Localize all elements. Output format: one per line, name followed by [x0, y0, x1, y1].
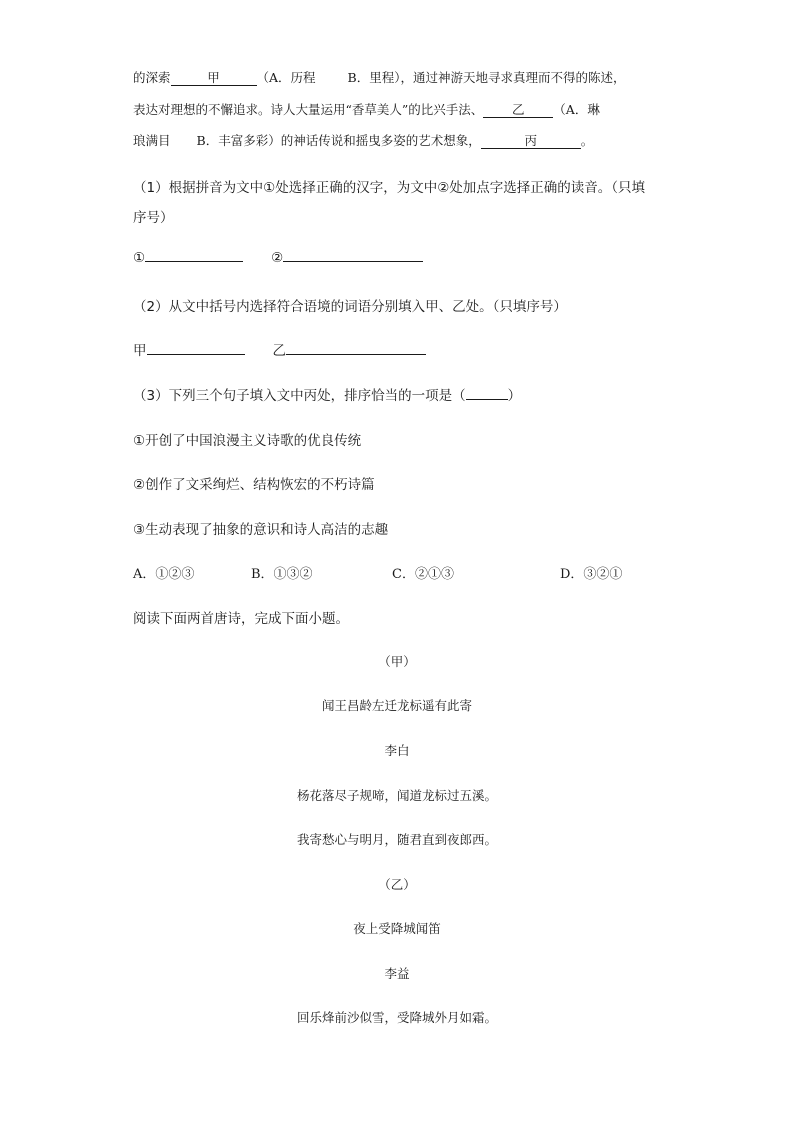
question-3-text: [133, 384, 521, 404]
poem-1-tag: （甲）: [378, 654, 416, 669]
passage-text: 表达对理想的不懈追求。诗人大量运用“香草美人”的比兴手法、: [133, 102, 484, 117]
poem-1-line-2: 我寄愁心与明月，随君直到夜郎西。: [296, 832, 497, 847]
answer-blank-1[interactable]: [145, 261, 243, 262]
passage-text: （A．历程: [256, 70, 316, 85]
sentence-2: ②创作了文采绚烂、结构恢宏的不朽诗篇: [133, 477, 375, 493]
passage-text: B．丰富多彩）的神话传说和摇曳多姿的艺术想象，: [196, 133, 481, 148]
passage-text: B．里程），通过神游天地寻求真理而不得的陈述，: [347, 70, 626, 85]
sentence-1: ①开创了中国浪漫主义诗歌的优良传统: [133, 433, 362, 449]
answer-blank-2[interactable]: [283, 261, 423, 262]
option-c[interactable]: C．②①③: [392, 567, 454, 582]
answer-label: 乙: [272, 343, 286, 359]
option-a[interactable]: A．①②③: [133, 567, 195, 582]
poem-1-line-1: 杨花落尽子规啼，闻道龙标过五溪。: [296, 788, 497, 803]
option-b[interactable]: B．①③②: [251, 567, 313, 582]
poem-2-author: 李益: [384, 966, 410, 981]
question-1-text-cont: 序号）: [133, 210, 174, 226]
question-3-stem: （3）下列三个句子填入文中丙处，排序恰当的一项是（: [133, 388, 466, 404]
question-1-text: （1）根据拼音为文中①处选择正确的汉字，为文中②处加点字选择正确的读音。（只填: [133, 180, 646, 196]
passage-text: 。: [580, 133, 594, 148]
passage-line-3: [133, 131, 593, 149]
option-d[interactable]: D．③②①: [560, 567, 623, 582]
question-1-answer-row: [133, 250, 423, 266]
answer-blank-jia[interactable]: [147, 354, 245, 355]
passage-line-1: [133, 68, 625, 86]
poem-2-line-1: 回乐烽前沙似雪，受降城外月如霜。: [296, 1010, 497, 1025]
question-2-text: （2）从文中括号内选择符合语境的词语分别填入甲、乙处。（只填序号）: [133, 299, 567, 315]
question-2-answer-row: [133, 339, 426, 359]
passage-line-2: [133, 100, 600, 118]
reading-intro: 阅读下面两首唐诗，完成下面小题。: [133, 611, 349, 627]
poem-1-author: 李白: [384, 743, 410, 758]
question-3-stem-end: ）: [507, 388, 522, 404]
passage-text: 的深索: [133, 70, 171, 85]
answer-blank-yi[interactable]: [286, 354, 426, 355]
passage-text: 琅满目: [133, 133, 171, 148]
blank-yi[interactable]: 乙: [483, 102, 553, 118]
answer-label: ①: [133, 250, 146, 266]
poem-1-title: 闻王昌龄左迁龙标遥有此寄: [321, 698, 472, 713]
answer-label: 甲: [133, 343, 147, 359]
passage-text: （A．琳: [553, 102, 600, 117]
poem-2-title: 夜上受降城闻笛: [353, 921, 441, 936]
blank-bing[interactable]: 丙: [481, 133, 581, 149]
answer-label: ②: [271, 250, 284, 266]
blank-jia[interactable]: 甲: [171, 70, 257, 86]
poem-2-tag: （乙）: [378, 877, 416, 892]
answer-blank-3[interactable]: [466, 399, 508, 400]
sentence-3: ③生动表现了抽象的意识和诗人高洁的志趣: [133, 522, 389, 538]
